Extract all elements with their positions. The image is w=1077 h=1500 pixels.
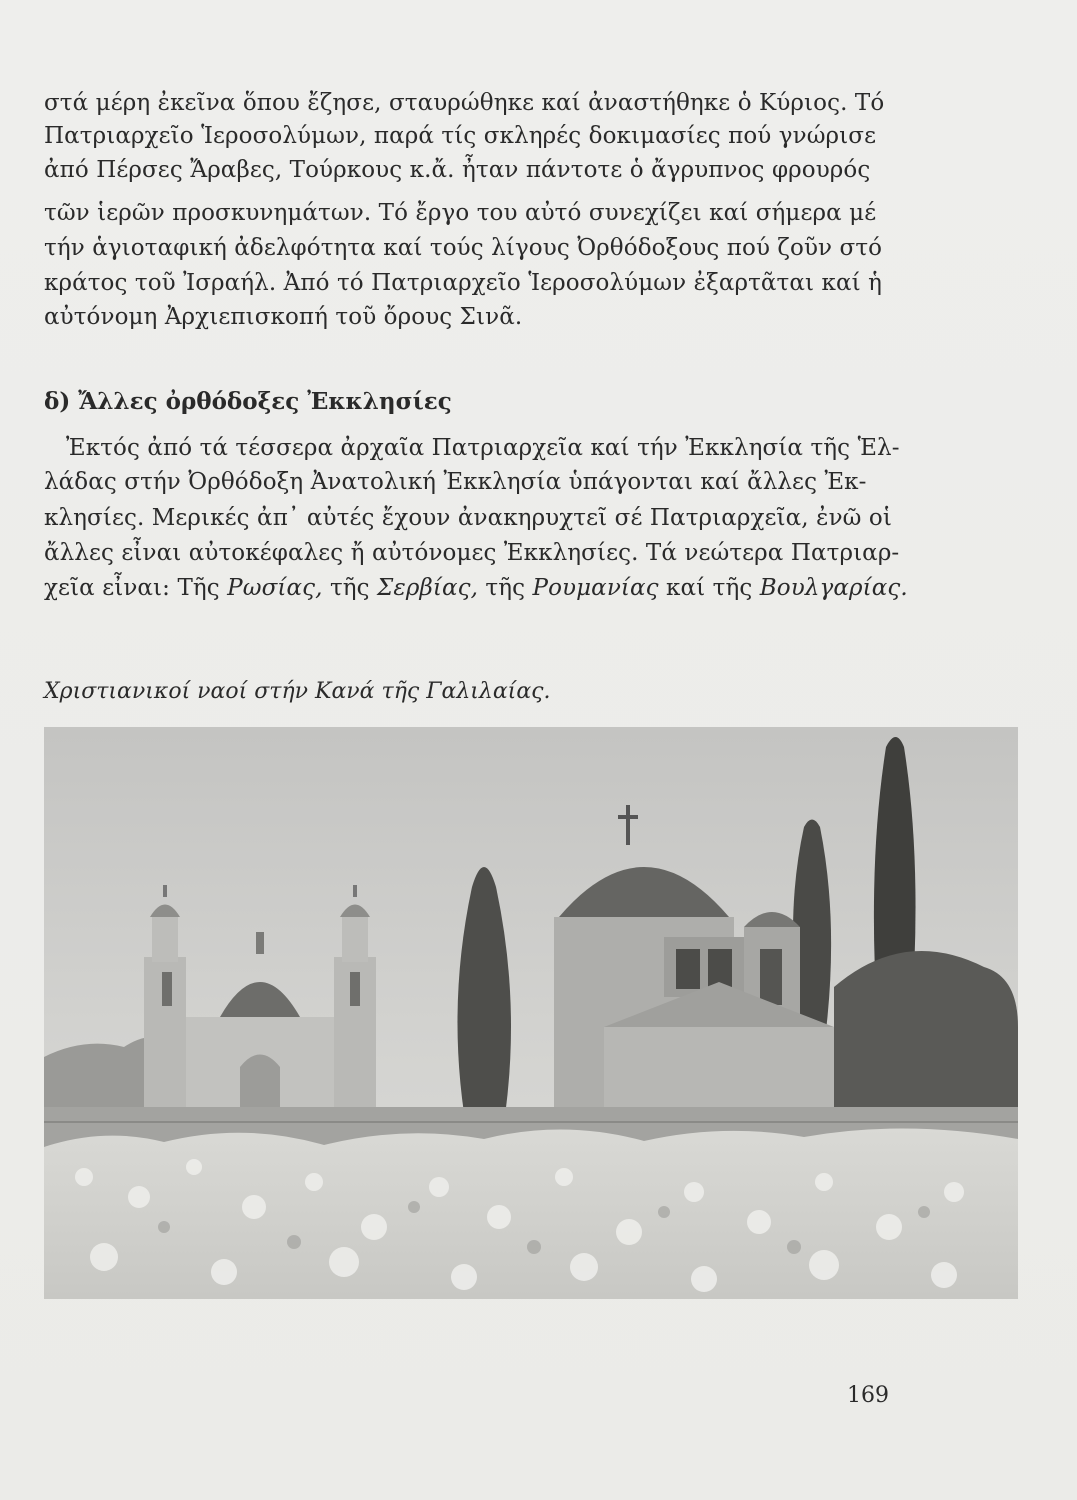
text-fragment: καί τῆς (658, 575, 760, 601)
text-line: κλησίες. Μερικές ἀπ᾿ αὐτές ἔχουν ἀνακηρυχτεῖ σέ Πατριαρχεῖα, ἐνῶ οἱ (44, 505, 892, 531)
text-line: ἀπό Πέρσες Ἄραβες, Τούρκους κ.ἄ. ἦταν πάντοτε ὁ ἄγρυπνος φρουρός (44, 157, 871, 183)
text-line: Πατριαρχεῖο Ἱεροσολύμων, παρά τίς σκληρές δοκιμασίες πού γνώρισε (44, 123, 877, 149)
text-fragment: χεῖα εἶναι: Τῆς (44, 575, 228, 601)
section-heading: δ) Ἄλλες ὀρθόδοξες Ἐκκλησίες (44, 388, 452, 415)
text-line: κράτος τοῦ Ἰσραήλ. Ἀπό τό Πατριαρχεῖο Ἱεροσολύμων ἐξαρτᾶται καί ἡ (44, 270, 883, 296)
text-fragment: τῆς (322, 575, 378, 601)
photo-illustration (44, 727, 1018, 1299)
text-line: Ἐκτός ἀπό τά τέσσερα ἀρχαῖα Πατριαρχεῖα καί τήν Ἐκκλησία τῆς Ἑλ- (66, 435, 900, 461)
figure-caption: Χριστιανικοί ναοί στήν Κανά τῆς Γαλιλαίας. (44, 679, 551, 704)
country-romania: Ρουμανίας (532, 575, 659, 601)
text-line: ἄλλες εἶναι αὐτοκέφαλες ἤ αὐτόνομες Ἐκκλησίες. Τά νεώτερα Πατριαρ- (44, 540, 900, 566)
text-line: λάδας στήν Ὀρθόδοξη Ἀνατολική Ἐκκλησία ὑπάγονται καί ἄλλες Ἐκ- (44, 469, 867, 495)
country-russia: Ρωσίας, (227, 575, 323, 601)
text-line: τήν ἁγιοταφική ἀδελφότητα καί τούς λίγους Ὀρθόδοξους πού ζοῦν στό (44, 235, 883, 261)
page-number: 169 (847, 1383, 889, 1408)
country-bulgaria: Βουλγαρίας. (759, 575, 908, 601)
flower-field (44, 1128, 1018, 1299)
church-photograph (44, 727, 1018, 1299)
country-serbia: Σερβίας, (377, 575, 479, 601)
text-line-patriarchates (44, 573, 908, 603)
text-line: τῶν ἱερῶν προσκυνημάτων. Τό ἔργο του αὐτό συνεχίζει καί σήμερα μέ (44, 200, 877, 226)
text-line: αὐτόνομη Ἀρχιεπισκοπή τοῦ ὄρους Σινᾶ. (44, 304, 523, 330)
text-fragment: τῆς (478, 575, 533, 601)
text-line: στά μέρη ἐκεῖνα ὅπου ἔζησε, σταυρώθηκε καί ἀναστήθηκε ὁ Κύριος. Τό (44, 90, 885, 116)
